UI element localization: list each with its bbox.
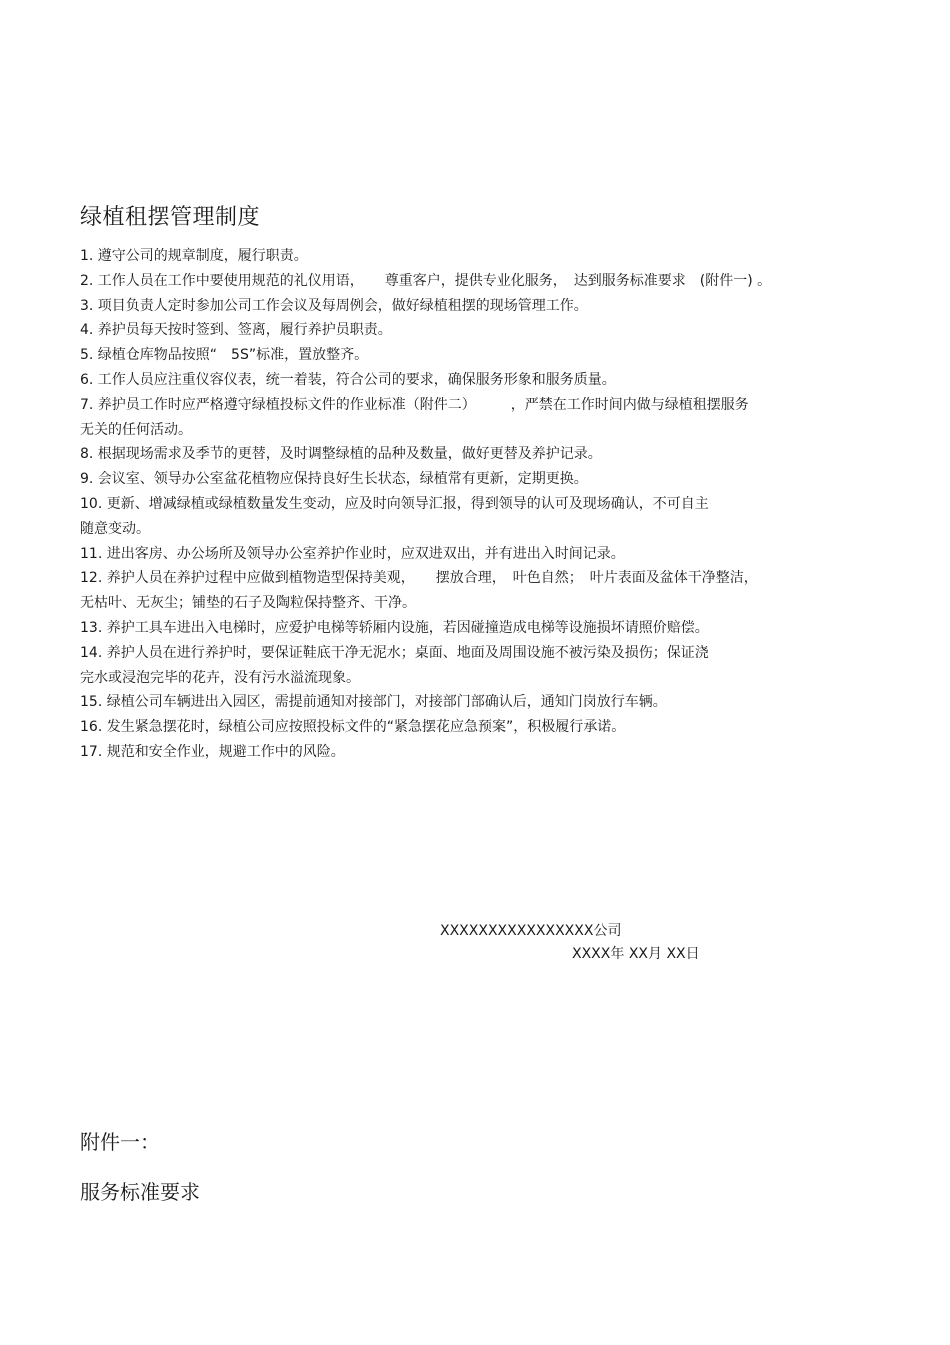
rule-line: 无枯叶、无灰尘；铺垫的石子及陶粒保持整齐、干净。 [80,595,416,612]
rule-line: 2. 工作人员在工作中要使用规范的礼仪用语， 尊重客户，提供专业化服务， 达到服务标准要求 (附件一) 。 [80,272,772,289]
rules-list [80,244,880,765]
rule-line: 8. 根据现场需求及季节的更替，及时调整绿植的品种及数量，做好更替及养护记录。 [80,446,602,463]
appendix-label: 附件一： [80,1130,160,1154]
rule-line: 5. 绿植仓库物品按照“ 5S”标准，置放整齐。 [80,347,369,364]
rule-line: 无关的任何活动。 [80,421,192,438]
rule-line: 3. 项目负责人定时参加公司工作会议及每周例会，做好绿植租摆的现场管理工作。 [80,297,588,314]
rule-line: 16. 发生紧急摆花时，绿植公司应按照投标文件的“紧急摆花应急预案”，积极履行承诺。 [80,719,626,736]
rule-line: 14. 养护人员在进行养护时，要保证鞋底干净无泥水；桌面、地面及周围设施不被污染及损伤；保证浇 [80,644,709,661]
rule-line: 9. 会议室、领导办公室盆花植物应保持良好生长状态，绿植常有更新，定期更换。 [80,471,588,488]
appendix-title: 服务标准要求 [80,1180,200,1204]
rule-line: 6. 工作人员应注重仪容仪表，统一着装，符合公司的要求，确保服务形象和服务质量。 [80,371,616,388]
rule-line: 7. 养护员工作时应严格遵守绿植投标文件的作业标准（附件二） ，严禁在工作时间内做与绿植租摆服务 [80,396,749,413]
signature-company: XXXXXXXXXXXXXXXX公司 [440,923,622,939]
rule-line: 12. 养护人员在养护过程中应做到植物造型保持美观， 摆放合理， 叶色自然； 叶片表面及盆体干净整洁， [80,570,758,587]
rule-line: 4. 养护员每天按时签到、签离，履行养护员职责。 [80,322,392,339]
document-title: 绿植租摆管理制度 [80,205,261,230]
rule-line: 完水或浸泡完毕的花卉，没有污水溢流现象。 [80,669,360,686]
signature-date: XXXX年 XX月 XX日 [572,946,700,962]
rule-line: 11. 进出客房、办公场所及领导办公室养护作业时，应双进双出，并有进出入时间记录。 [80,545,625,562]
rule-line: 10. 更新、增减绿植或绿植数量发生变动，应及时向领导汇报，得到领导的认可及现场确认，不可自主 [80,495,709,512]
rule-line: 17. 规范和安全作业，规避工作中的风险。 [80,743,345,760]
rule-line: 随意变动。 [80,520,150,537]
rule-line: 1. 遵守公司的规章制度，履行职责。 [80,248,308,264]
rule-line: 15. 绿植公司车辆进出入园区，需提前通知对接部门，对接部门部确认后，通知门岗放行车辆。 [80,694,667,711]
rule-line: 13. 养护工具车进出入电梯时，应爱护电梯等轿厢内设施，若因碰撞造成电梯等设施损坏请照价赔偿。 [80,619,709,636]
